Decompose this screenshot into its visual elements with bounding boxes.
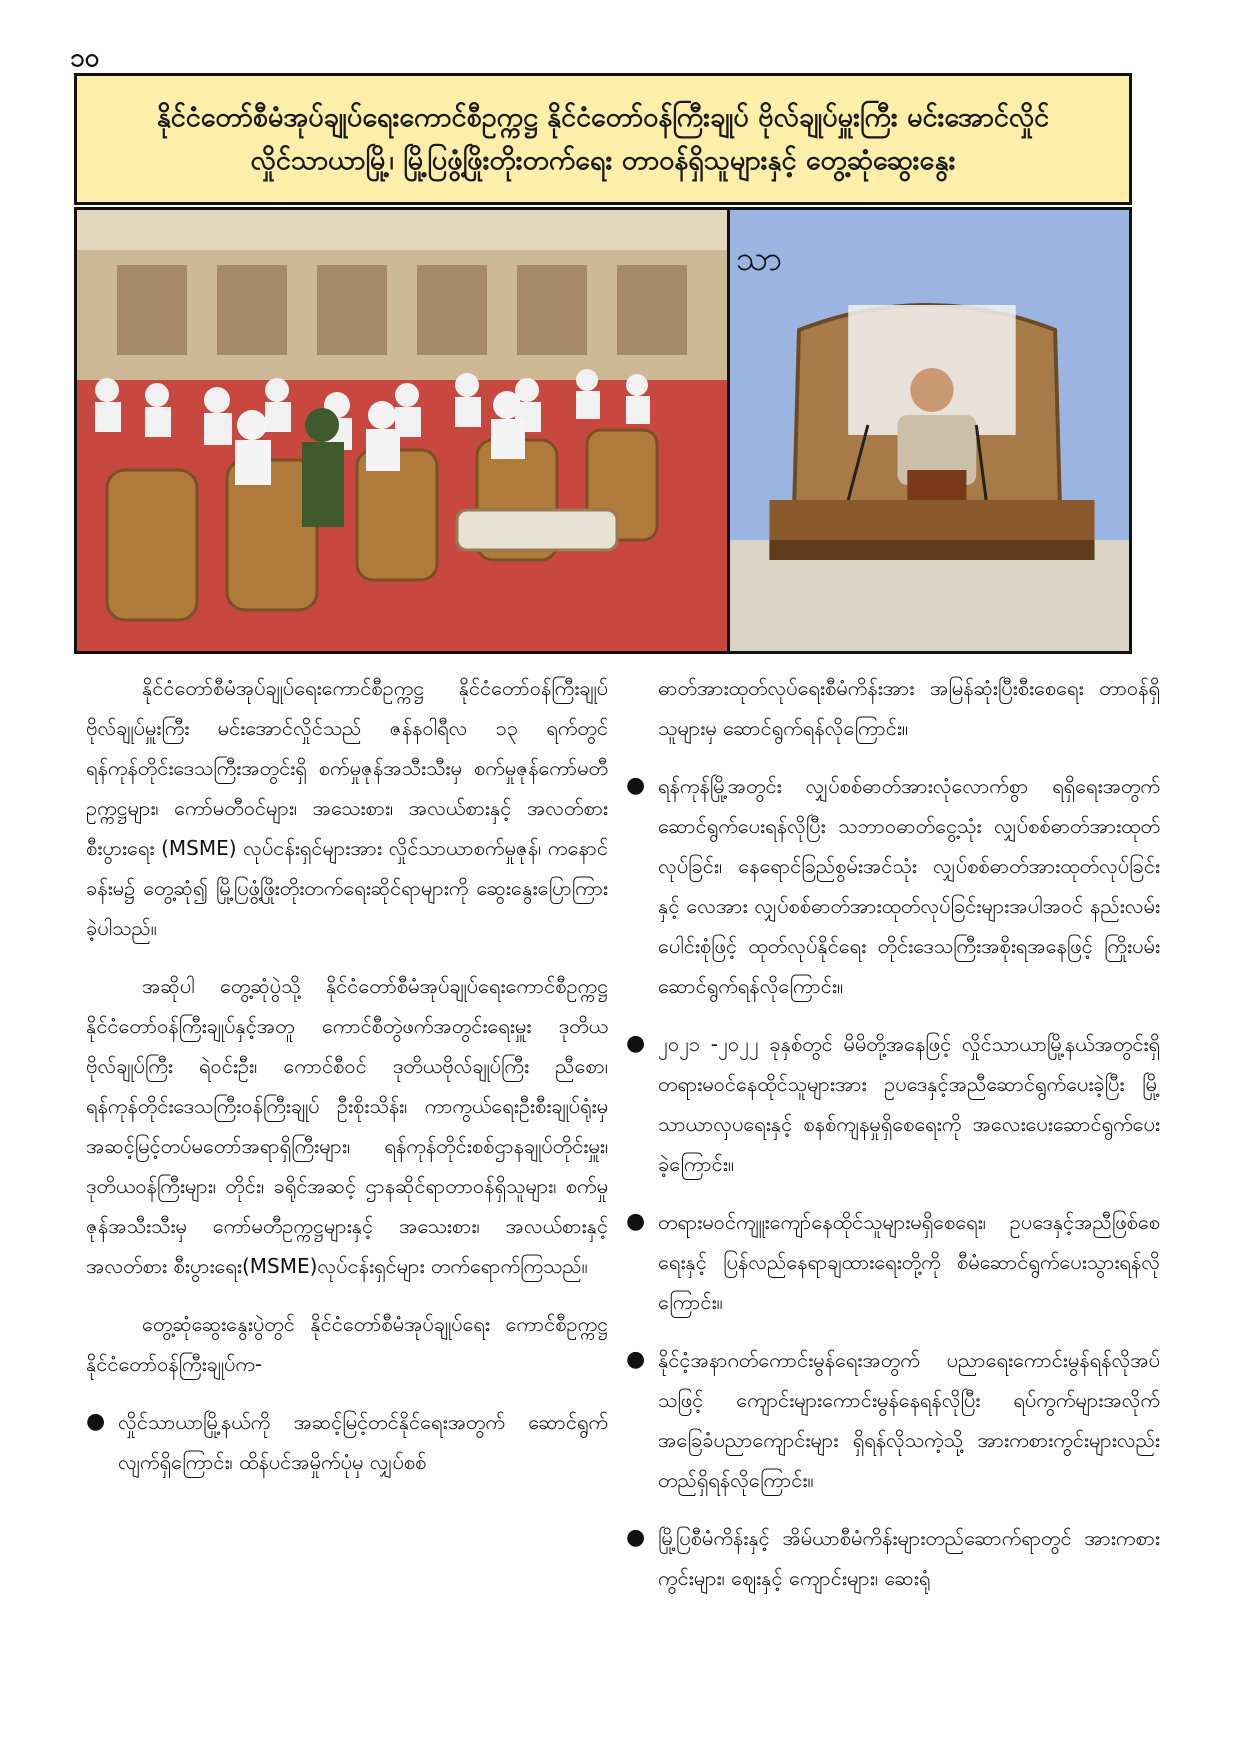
article-paragraph-2: အဆိုပါ တွေ့ဆုံပွဲသို့ နိုင်ငံတော်စီမံအုပ်ချုပ်ရေးကောင်စီဥက္ကဋ္ဌ နိုင်ငံတော်ဝန်ကြီးချုပ်နှင့်အတူ ကောင်စီတွဲဖက်အတွင်းရေးမှူး ဒုတိယဗိုလ်ချုပ်ကြီး ရဲဝင်းဦး၊ ကောင်စီဝင် ဒုတိယဗိုလ်ချုပ်ကြီး ညီစော၊ ရန်ကုန်တိုင်းဒေသကြီးဝန်ကြီးချုပ် ဦးစိုးသိန်း၊ ကာကွယ်ရေးဦးစီးချုပ်ရုံးမှ အဆင့်မြင့်တပ်မတော်အရာရှိကြီးများ၊ ရန်ကုန်တိုင်းစစ်ဌာနချုပ်တိုင်းမှူး၊ ဒုတိယဝန်ကြီးများ၊ တိုင်း၊ ခရိုင်အဆင့် ဌာနဆိုင်ရာတာဝန်ရှိသူများ၊ စက်မှုဇုန်အသီးသီးမှ ကော်မတီဥက္ကဋ္ဌများနှင့် အသေးစား၊ အလယ်စားနှင့် အလတ်စား စီးပွားရေး(MSME)လုပ်ငန်းရှင်များ တက်ရောက်ကြသည်။ [86, 974, 608, 1278]
bullet-text: ၂၀၂၁ -၂၀၂၂ ခုနှစ်တွင် မိမိတို့အနေဖြင့် လှိုင်သာယာမြို့နယ်အတွင်းရှိ တရားမဝင်နေထိုင်သူများအား ဥပဒေနှင့်အညီဆောင်ရွက်ပေးခဲ့ပြီး မြို့သာယာလှပရေးနှင့် စနစ်ကျနမှုရှိစေရေးကို အလေးပေးဆောင်ရွက်ပေးခဲ့ကြောင်း။ [658, 1032, 1160, 1176]
bullet-text: တရားမဝင်ကျူးကျော်နေထိုင်သူများမရှိစေရေး၊ ဥပဒေနှင့်အညီဖြစ်စေရေးနှင့် ပြန်လည်နေရာချထားရေးတို့ကို စီမံဆောင်ရွက်ပေးသွားရန်လိုကြောင်း။ [658, 1210, 1160, 1314]
bullet-item-3 [626, 1024, 1160, 1184]
meeting-hall-illustration [77, 210, 727, 651]
bullet-item-2 [626, 766, 1160, 1006]
bullet-item-1-continuation: ဓာတ်အားထုတ်လုပ်ရေးစီမံကိန်းအား အမြန်ဆုံးပြီးစီးစေရေး တာဝန်ရှိသူများမှ ဆောင်ရွက်ရန်လိုကြောင်း။ [658, 676, 1160, 740]
photo-frame [74, 207, 1132, 654]
bullet-item-4 [626, 1202, 1160, 1322]
bullet-text: နိုင်ငံ့အနာဂတ်ကောင်းမွန်ရေးအတွက် ပညာရေးကောင်းမွန်ရန်လိုအပ်သဖြင့် ကျောင်းများကောင်းမွန်နေရန်လိုပြီး ရပ်ကွက်များအလိုက် အခြေခံပညာကျောင်းများ ရှိရန်လိုသကဲ့သို့ အားကစားကွင်းများလည်း တည်ရှိရန်လိုကြောင်း။ [658, 1348, 1160, 1492]
bullet-dot-icon: ● [626, 1347, 646, 1372]
headline-box [74, 73, 1132, 205]
chairman-photo [730, 210, 1129, 651]
article-paragraph-1: နိုင်ငံတော်စီမံအုပ်ချုပ်ရေးကောင်စီဥက္ကဋ္ဌ နိုင်ငံတော်ဝန်ကြီးချုပ် ဗိုလ်ချုပ်မှူးကြီး မင်းအောင်လှိုင်သည် ဇန်နဝါရီလ ၁၃ ရက်တွင် ရန်ကုန်တိုင်းဒေသကြီးအတွင်းရှိ စက်မှုဇုန်အသီးသီးမှ စက်မှုဇုန်ကော်မတီဥက္ကဋ္ဌများ၊ ကော်မတီဝင်များ၊ အသေးစား၊ အလယ်စားနှင့် အလတ်စားစီးပွားရေး (MSME) လုပ်ငန်းရှင်များအား လှိုင်သာယာစက်မှုဇုန်၊ ကနောင်ခန်းမ၌ တွေ့ဆုံ၍ မြို့ပြဖွံ့ဖြိုးတိုးတက်ရေးဆိုင်ရာများကို ဆွေးနွေးပြောကြားခဲ့ပါသည်။ [86, 676, 608, 940]
page-number: ၁၀ [70, 43, 100, 73]
bullet-item-1 [86, 1402, 608, 1482]
bullet-text: ရန်ကုန်မြို့အတွင်း လျှပ်စစ်ဓာတ်အားလုံလောက်စွာ ရရှိရေးအတွက် ဆောင်ရွက်ပေးရန်လိုပြီး သဘာဝဓာတ်ငွေ့သုံး လျှပ်စစ်ဓာတ်အားထုတ်လုပ်ခြင်း၊ နေရောင်ခြည်စွမ်းအင်သုံး လျှပ်စစ်ဓာတ်အားထုတ်လုပ်ခြင်းနှင့် လေအား လျှပ်စစ်ဓာတ်အားထုတ်လုပ်ခြင်းများအပါအဝင် နည်းလမ်းပေါင်းစုံဖြင့် ထုတ်လုပ်နိုင်ရေး တိုင်းဒေသကြီးအစိုးရအနေဖြင့် ကြိုးပမ်းဆောင်ရွက်ရန်လိုကြောင်း။ [658, 774, 1160, 998]
bullet-item-5 [626, 1340, 1160, 1500]
bullet-item-6 [626, 1518, 1160, 1598]
article-paragraph-3: တွေ့ဆုံဆွေးနွေးပွဲတွင် နိုင်ငံတော်စီမံအုပ်ချုပ်ရေး ကောင်စီဥက္ကဋ္ဌ နိုင်ငံတော်ဝန်ကြီးချုပ်က- [86, 1312, 608, 1376]
bullet-dot-icon: ● [86, 1409, 106, 1434]
bullet-text: မြို့ပြစီမံကိန်းနှင့် အိမ်ယာစီမံကိန်းများတည်ဆောက်ရာတွင် အားကစားကွင်းများ၊ ဈေးနှင့် ကျောင်းများ၊ ဆေးရုံ [658, 1526, 1160, 1590]
left-column [86, 668, 608, 1500]
bullet-dot-icon: ● [626, 773, 646, 798]
right-column [626, 668, 1160, 1616]
headline-line-2: လှိုင်သာယာမြို့၊ မြို့ပြဖွံ့ဖြိုးတိုးတက်ရေး တာဝန်ရှိသူများနှင့် တွေ့ဆုံဆွေးနွေး [250, 145, 956, 176]
wall-sign-text: သာ [735, 238, 783, 279]
bullet-text: လှိုင်သာယာမြို့နယ်ကို အဆင့်မြင့်တင်နိုင်ရေးအတွက် ဆောင်ရွက်လျက်ရှိကြောင်း၊ ထိန်ပင်အမှိုက်ပုံမှ လျှပ်စစ် [118, 1410, 608, 1474]
bullet-dot-icon: ● [626, 1525, 646, 1550]
bullet-dot-icon: ● [626, 1209, 646, 1234]
chairman-illustration [730, 210, 1129, 651]
meeting-hall-photo [77, 210, 727, 651]
headline-line-1: နိုင်ငံတော်စီမံအုပ်ချုပ်ရေးကောင်စီဥက္ကဋ္ဌ နိုင်ငံတော်ဝန်ကြီးချုပ် ဗိုလ်ချုပ်မှူးကြီး မင်းအောင်လှိုင် [156, 101, 1050, 133]
bullet-dot-icon: ● [626, 1031, 646, 1056]
